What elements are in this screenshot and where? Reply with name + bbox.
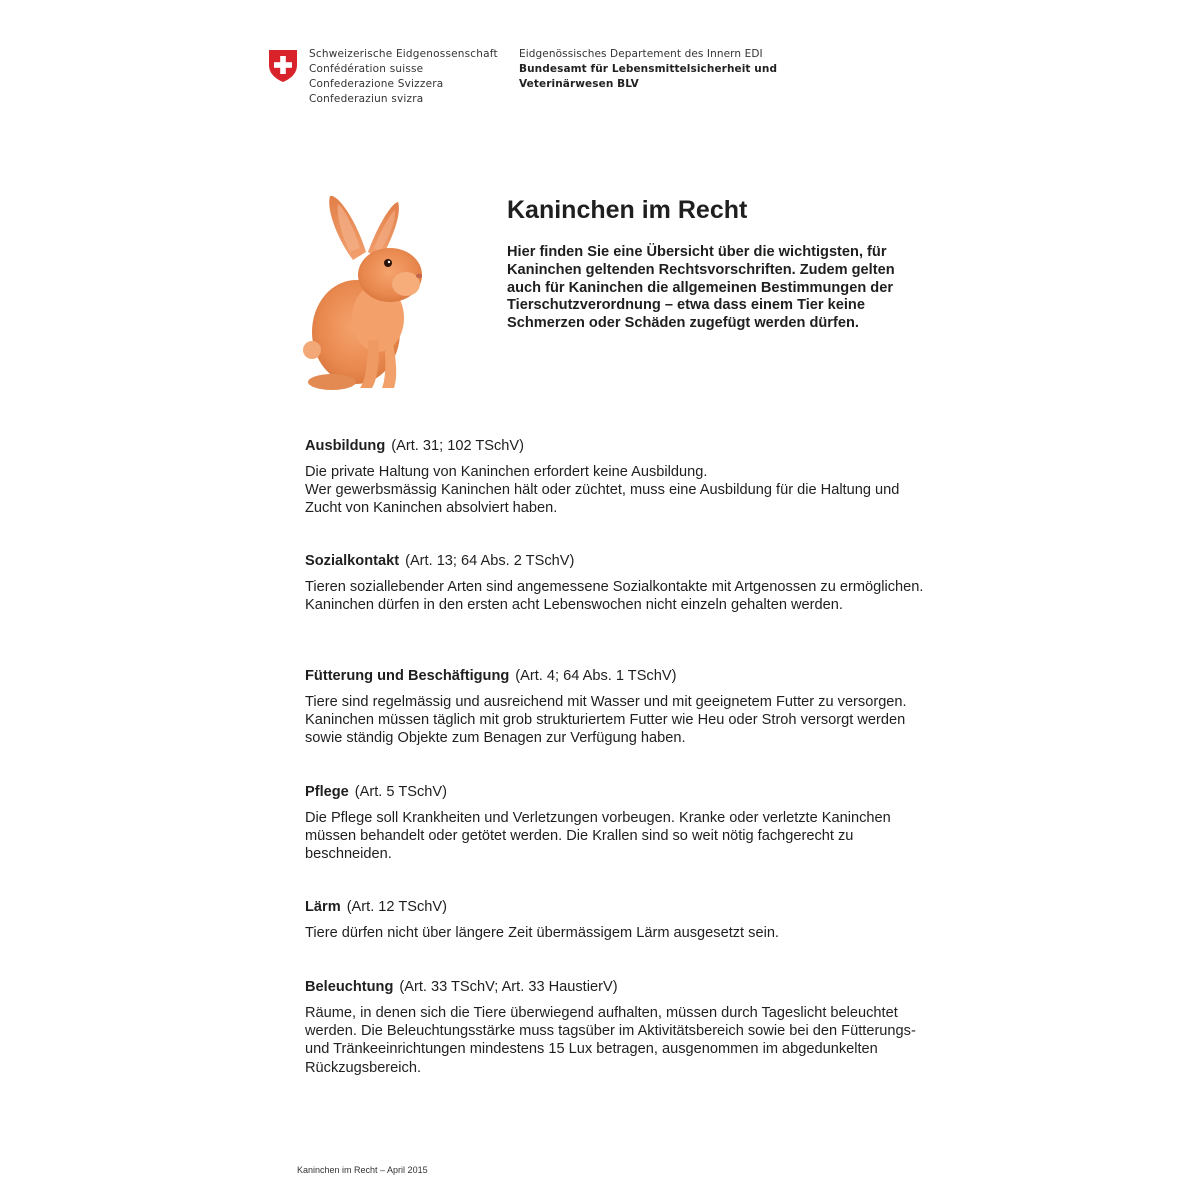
section-heading: [305, 437, 935, 455]
header: [268, 47, 888, 109]
section-article: (Art. 33 TSchV; Art. 33 HaustierV): [399, 979, 618, 995]
office-name: [519, 62, 777, 92]
section-text: [305, 693, 935, 748]
section-text: [305, 578, 935, 614]
section-text: [305, 463, 935, 518]
section-sozialkontakt: [305, 552, 935, 614]
section-article: (Art. 31; 102 TSchV): [391, 438, 525, 454]
section-text: [305, 809, 935, 864]
section-text-line: Wer gewerbsmässig Kaninchen hält oder züchtet, muss eine Ausbildung für die Haltung und Zucht von Kaninchen absolviert haben.: [305, 482, 900, 517]
department-name: Eidgenössisches Departement des Innern EDI: [519, 48, 763, 60]
section-article: (Art. 12 TSchV): [346, 899, 447, 915]
department-block: [519, 47, 777, 92]
section-heading: [305, 552, 935, 570]
section-title: Pflege: [305, 784, 349, 800]
confederation-name-fr: Confédération suisse: [309, 63, 424, 75]
section-laerm: [305, 898, 935, 942]
section-article: (Art. 13; 64 Abs. 2 TSchV): [405, 553, 575, 569]
section-heading: [305, 898, 935, 916]
section-article: (Art. 4; 64 Abs. 1 TSchV): [515, 668, 677, 684]
confederation-names: [309, 47, 498, 107]
section-text-line: Räume, in denen sich die Tiere überwiegend aufhalten, müssen durch Tageslicht beleuchtet werden. Die Beleuchtungsstärke muss tagsüber im Aktivitätsbereich sowie bei den Fütterungs- und Tränkeeinrichtungen mindestens 15 Lux betragen, ausgenommen im abgedunkelten Rückzugsbereich.: [305, 1005, 916, 1076]
section-text-line: Tiere dürfen nicht über längere Zeit übermässigem Lärm ausgesetzt sein.: [305, 925, 779, 941]
section-text-line: Tiere sind regelmässig und ausreichend mit Wasser und mit geeignetem Futter zu versorgen. Kaninchen müssen täglich mit grob strukturiertem Futter wie Heu oder Stroh versorgt werden sowie ständig Objekte zum Benagen zur Verfügung haben.: [305, 694, 907, 747]
section-title: Beleuchtung: [305, 979, 394, 995]
section-fuetterung: [305, 667, 935, 748]
section-text: [305, 1004, 935, 1077]
section-text-line: Tieren soziallebender Arten sind angemessene Sozialkontakte mit Artgenossen zu ermöglichen. Kaninchen dürfen in den ersten acht Lebenswochen nicht einzeln gehalten werden.: [305, 579, 924, 614]
section-ausbildung: [305, 437, 935, 518]
section-text-line: Die Pflege soll Krankheiten und Verletzungen vorbeugen. Kranke oder verletzte Kaninchen müssen behandelt oder getötet werden. Die Krallen sind so weit nötig fachgerecht zu beschneiden.: [305, 810, 891, 863]
section-pflege: [305, 783, 935, 864]
page-footer: Kaninchen im Recht – April 2015: [297, 1165, 428, 1175]
swiss-coat-of-arms-icon: [268, 49, 298, 83]
confederation-name-de: Schweizerische Eidgenossenschaft: [309, 48, 498, 60]
section-heading: [305, 978, 935, 996]
section-title: Sozialkontakt: [305, 553, 400, 569]
section-heading: [305, 667, 935, 685]
confederation-name-rm: Confederaziun svizra: [309, 93, 424, 105]
section-text-line: Die private Haltung von Kaninchen erfordert keine Ausbildung.: [305, 464, 708, 480]
page-title: Kaninchen im Recht: [507, 196, 748, 224]
rabbit-image: [298, 190, 444, 395]
section-text: [305, 924, 935, 942]
section-title: Lärm: [305, 899, 341, 915]
intro-text: Hier finden Sie eine Übersicht über die wichtigsten, für Kaninchen geltenden Rechtsvorschriften. Zudem gelten auch für Kaninchen die allgemeinen Bestimmungen der Tierschutzverordnung – etwa dass einem Tier keine Schmerzen oder Schäden zugefügt werden dürfen.: [507, 244, 895, 332]
section-beleuchtung: [305, 978, 935, 1077]
section-title: Fütterung und Beschäftigung: [305, 668, 510, 684]
section-title: Ausbildung: [305, 438, 386, 454]
section-heading: [305, 783, 935, 801]
office-name-line: Veterinärwesen BLV: [519, 78, 639, 90]
office-name-line: Bundesamt für Lebensmittelsicherheit und: [519, 63, 778, 75]
confederation-name-it: Confederazione Svizzera: [309, 78, 444, 90]
section-article: (Art. 5 TSchV): [354, 784, 447, 800]
